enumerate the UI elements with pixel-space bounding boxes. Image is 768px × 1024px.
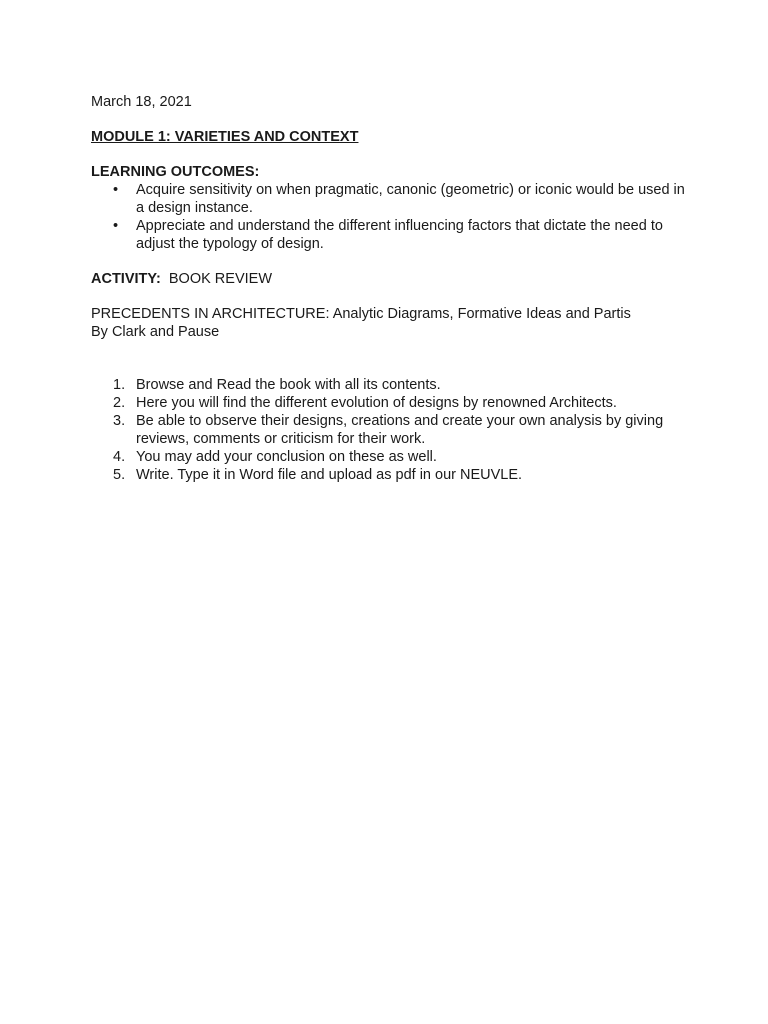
module-title: MODULE 1: VARIETIES AND CONTEXT [91, 129, 359, 145]
book-title: PRECEDENTS IN ARCHITECTURE: Analytic Diagrams, Formative Ideas and Partis [91, 306, 631, 322]
learning-outcomes-list [91, 181, 691, 253]
book-authors: By Clark and Pause [91, 324, 220, 340]
step-text: Write. Type it in Word file and upload as pdf in our NEUVLE. [136, 467, 523, 483]
instruction-step [91, 412, 691, 448]
step-number: 2. [113, 395, 126, 411]
step-text: Browse and Read the book with all its contents. [136, 377, 441, 393]
instruction-step [91, 394, 691, 412]
step-text: You may add your conclusion on these as well. [136, 449, 437, 465]
learning-outcome-item [91, 217, 691, 253]
step-number: 4. [113, 449, 126, 465]
bullet-icon: • [113, 218, 119, 234]
learning-outcome-text: Acquire sensitivity on when pragmatic, canonic (geometric) or iconic would be used in a design instance. [136, 182, 685, 216]
bullet-icon: • [113, 182, 119, 198]
document-page [91, 93, 691, 484]
step-text: Be able to observe their designs, creations and create your own analysis by giving reviews, comments or criticism for their work. [136, 413, 664, 447]
instruction-steps-list [91, 376, 691, 484]
instruction-step [91, 376, 691, 394]
step-number: 1. [113, 377, 126, 393]
book-reference [91, 305, 691, 341]
document-date: March 18, 2021 [91, 94, 192, 110]
activity-line [91, 270, 691, 288]
instruction-step [91, 466, 691, 484]
learning-outcome-item [91, 181, 691, 217]
instruction-step [91, 448, 691, 466]
activity-value: BOOK REVIEW [168, 271, 273, 287]
activity-label: ACTIVITY: [91, 271, 161, 287]
learning-outcomes-heading: LEARNING OUTCOMES: [91, 164, 260, 180]
step-text: Here you will find the different evolution of designs by renowned Architects. [136, 395, 617, 411]
learning-outcome-text: Appreciate and understand the different influencing factors that dictate the need to adjust the typology of design. [136, 218, 663, 252]
step-number: 3. [113, 413, 126, 429]
step-number: 5. [113, 467, 126, 483]
